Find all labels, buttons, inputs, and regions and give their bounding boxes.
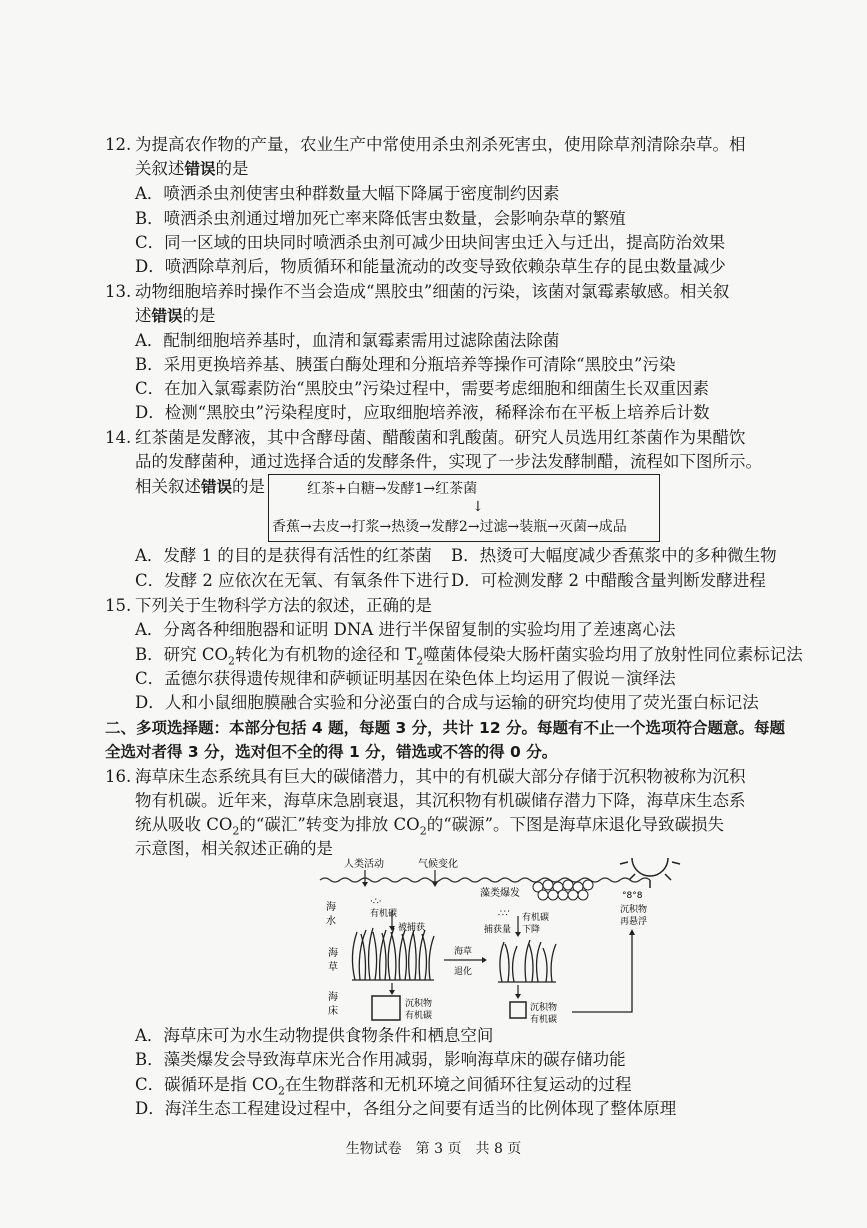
q14-flowchart bbox=[268, 474, 660, 542]
particles-right: ∴∵ bbox=[498, 909, 510, 919]
q13-number: 13. bbox=[105, 282, 132, 301]
label-seagrass-1: 海 bbox=[328, 948, 338, 959]
q14-option-a: A．发酵 1 的目的是获得有活性的红茶菌 bbox=[135, 546, 432, 565]
resuspended-particles: °8°8 bbox=[622, 891, 643, 901]
water-surface bbox=[320, 878, 650, 882]
q15-b-part3: 噬菌体侵染大肠杆菌实验均用了放射性同位素标记法 bbox=[423, 645, 803, 664]
q14-option-c: C．发酵 2 应依次在无氧、有氧条件下进行 bbox=[135, 571, 450, 590]
sediment-box-left bbox=[372, 996, 400, 1020]
q14-emphasis-wrong: 错误 bbox=[201, 478, 233, 496]
q16-stem3-part1: 统从吸收 CO bbox=[135, 815, 233, 834]
label-sediment-left-1: 沉积物 bbox=[405, 999, 433, 1009]
sparse-seagrass bbox=[498, 940, 556, 982]
q14-number: 14. bbox=[105, 428, 132, 447]
label-sea-water-2: 水 bbox=[326, 916, 336, 927]
q15-stem-text: 下列关于生物科学方法的叙述，正确的是 bbox=[135, 596, 432, 615]
q14-stem3-post: 的是 bbox=[232, 477, 266, 496]
q12-stem2-pre: 关叙述 bbox=[135, 159, 185, 178]
q12-number: 12. bbox=[105, 135, 132, 154]
q13-option-d: D．检测“黑胶虫”污染程度时，应取细胞培养液，稀释涂布在平板上培养后计数 bbox=[135, 403, 710, 422]
label-human-activity: 人类活动 bbox=[344, 859, 384, 870]
q16-stem3-sub2: 2 bbox=[419, 824, 427, 838]
q12-option-b: B．喷洒杀虫剂通过增加死亡率来降低害虫数量，会影响杂草的繁殖 bbox=[135, 209, 626, 228]
q16-option-b: B．藻类爆发会导致海草床光合作用减弱，影响海草床的碳存储功能 bbox=[135, 1050, 626, 1069]
label-seagrass-2: 草 bbox=[328, 962, 338, 973]
q15-stem bbox=[105, 594, 432, 618]
q12-emphasis-wrong: 错误 bbox=[184, 160, 216, 178]
q12-option-a: A．喷洒杀虫剂使害虫种群数量大幅下降属于密度制约因素 bbox=[135, 184, 560, 203]
q16-stem-line2: 物有机碳。近年来，海草床急剧衰退，其沉积物有机碳储存潜力下降，海草床生态系 bbox=[135, 791, 746, 810]
q16-stem3-part2: 的“碳汇”转变为排放 CO bbox=[239, 815, 420, 834]
label-resusp-1: 沉积物 bbox=[620, 905, 648, 915]
label-captured: 被捕获 bbox=[398, 923, 426, 933]
q16-c-sub: 2 bbox=[278, 1084, 286, 1098]
label-sea-water-1: 海 bbox=[326, 902, 336, 913]
q14-stem-line3 bbox=[135, 475, 265, 499]
label-oc-left: 有机碳 bbox=[370, 909, 398, 919]
q16-option-a: A．海草床可为水生动物提供食物条件和栖息空间 bbox=[135, 1026, 494, 1045]
q16-stem3-part3: 的“碳源”。下图是海草床退化导致碳损失 bbox=[426, 815, 725, 834]
q14-stem-text1: 红茶菌是发酵液，其中含酵母菌、醋酸菌和乳酸菌。研究人员选用红茶菌作为果醋饮 bbox=[135, 428, 746, 447]
q15-number: 15. bbox=[105, 596, 132, 615]
q15-option-d: D．人和小鼠细胞膜融合实验和分泌蛋白的合成与运输的研究均使用了荧光蛋白标记法 bbox=[135, 693, 759, 712]
q13-option-c: C．在加入氯霉素防治“黑胶虫”污染过程中，需要考虑细胞和细菌生长双重因素 bbox=[135, 379, 709, 398]
q16-stem-text1: 海草床生态系统具有巨大的碳储潜力，其中的有机碳大部分存储于沉积物被称为沉积 bbox=[135, 767, 746, 786]
q14-option-b: B．热烫可大幅度减少香蕉浆中的多种微生物 bbox=[451, 546, 777, 565]
particles-left: ·∴· bbox=[370, 897, 382, 907]
section2-heading-line1: 二、多项选择题：本部分包括 4 题，每题 3 分，共计 12 分。每题有不止一个选项符合题意。每题 bbox=[105, 719, 786, 737]
q15-b-sub2: 2 bbox=[416, 654, 424, 668]
q12-option-d: D．喷洒除草剂后，物质循环和能量流动的改变导致依赖杂草生存的昆虫数量减少 bbox=[135, 257, 726, 276]
q13-stem-line1 bbox=[105, 280, 729, 304]
q16-stem3-sub1: 2 bbox=[232, 824, 240, 838]
q14-stem3-pre: 相关叙述 bbox=[135, 477, 201, 496]
q12-stem-text1: 为提高农作物的产量，农业生产中常使用杀虫剂杀死害虫，使用除草剂清除杂草。相 bbox=[135, 135, 746, 154]
q16-number: 16. bbox=[105, 767, 132, 786]
q13-option-b: B．采用更换培养基、胰蛋白酶处理和分瓶培养等操作可清除“黑胶虫”污染 bbox=[135, 355, 676, 374]
label-degrade-1: 海草 bbox=[454, 947, 473, 957]
label-climate-change: 气候变化 bbox=[418, 859, 458, 870]
label-sediment-right-2: 有机碳 bbox=[530, 1015, 558, 1025]
q15-option-c: C．孟德尔获得遗传规律和萨顿证明基因在染色体上均运用了假说－演绎法 bbox=[135, 669, 676, 688]
flowchart-bottom-row: 香蕉→去皮→打浆→热烫→发酵2→过滤→装瓶→灭菌→成品 bbox=[272, 519, 627, 535]
label-oc-right: 有机碳 bbox=[522, 913, 550, 923]
q13-emphasis-wrong: 错误 bbox=[151, 307, 183, 325]
q13-stem-line2 bbox=[135, 304, 216, 328]
q13-stem-text1: 动物细胞培养时操作不当会造成“黑胶虫”细菌的污染，该菌对氯霉素敏感。相关叙 bbox=[135, 282, 730, 301]
flowchart-down-arrow: ↓ bbox=[472, 499, 484, 515]
q12-option-c: C．同一区域的田块同时喷洒杀虫剂可减少田块间害虫迁入与迁出，提高防治效果 bbox=[135, 233, 726, 252]
q16-c-part2: 在生物群落和无机环境之间循环往复运动的过程 bbox=[285, 1075, 632, 1094]
q15-b-part1: B．研究 CO bbox=[135, 645, 229, 664]
sun-icon bbox=[620, 858, 680, 888]
algae-cluster bbox=[533, 880, 593, 900]
label-sediment-right-1: 沉积物 bbox=[530, 1003, 558, 1013]
q12-stem-line1 bbox=[105, 133, 746, 157]
q16-option-d: D．海洋生态工程建设过程中，各组分之间要有适当的比例体现了整体原理 bbox=[135, 1099, 677, 1118]
sediment-box-right bbox=[510, 1002, 526, 1018]
page-footer: 生物试卷 第 3 页 共 8 页 bbox=[345, 1141, 522, 1157]
q13-stem2-pre: 述 bbox=[135, 306, 152, 325]
q14-stem-line2: 品的发酵菌种，通过选择合适的发酵条件，实现了一步法发酵制醋，流程如下图所示。 bbox=[135, 452, 762, 471]
q12-stem-line2 bbox=[135, 157, 249, 181]
q12-stem2-post: 的是 bbox=[215, 159, 249, 178]
q15-b-part2: 转化为有机物的途径和 T bbox=[235, 645, 417, 664]
q14-option-d: D．可检测发酵 2 中醋酸含量判断发酵进程 bbox=[451, 571, 766, 590]
label-decline: 下降 bbox=[522, 925, 541, 935]
q14-stem-line1 bbox=[105, 426, 746, 450]
q15-b-sub1: 2 bbox=[228, 654, 236, 668]
label-sediment-left-2: 有机碳 bbox=[405, 1011, 433, 1021]
label-algae-bloom: 藻类爆发 bbox=[480, 888, 520, 899]
label-seabed-2: 床 bbox=[328, 1006, 338, 1017]
flowchart-top-row: 红茶+白糖→发酵1→红茶菌 bbox=[307, 481, 478, 497]
dense-seagrass bbox=[352, 928, 434, 980]
q16-stem-line1 bbox=[105, 765, 746, 789]
label-degrade-2: 退化 bbox=[454, 967, 473, 977]
q13-stem2-post: 的是 bbox=[182, 306, 216, 325]
q15-option-a: A．分离各种细胞器和证明 DNA 进行半保留复制的实验均用了差速离心法 bbox=[135, 620, 676, 639]
label-capture-amount: 捕获量 bbox=[484, 925, 512, 935]
q13-option-a: A．配制细胞培养基时，血清和氯霉素需用过滤除菌法除菌 bbox=[135, 331, 560, 350]
section2-heading-line2: 全选对者得 3 分，选对但不全的得 1 分，错选或不答的得 0 分。 bbox=[105, 743, 558, 761]
label-seabed-1: 海 bbox=[328, 992, 338, 1003]
label-resusp-2: 再悬浮 bbox=[620, 917, 648, 927]
q16-stem-line4: 示意图，相关叙述正确的是 bbox=[135, 839, 333, 858]
q16-c-part1: C．碳循环是指 CO bbox=[135, 1075, 279, 1094]
seagrass-carbon-loss-diagram bbox=[310, 840, 690, 1030]
